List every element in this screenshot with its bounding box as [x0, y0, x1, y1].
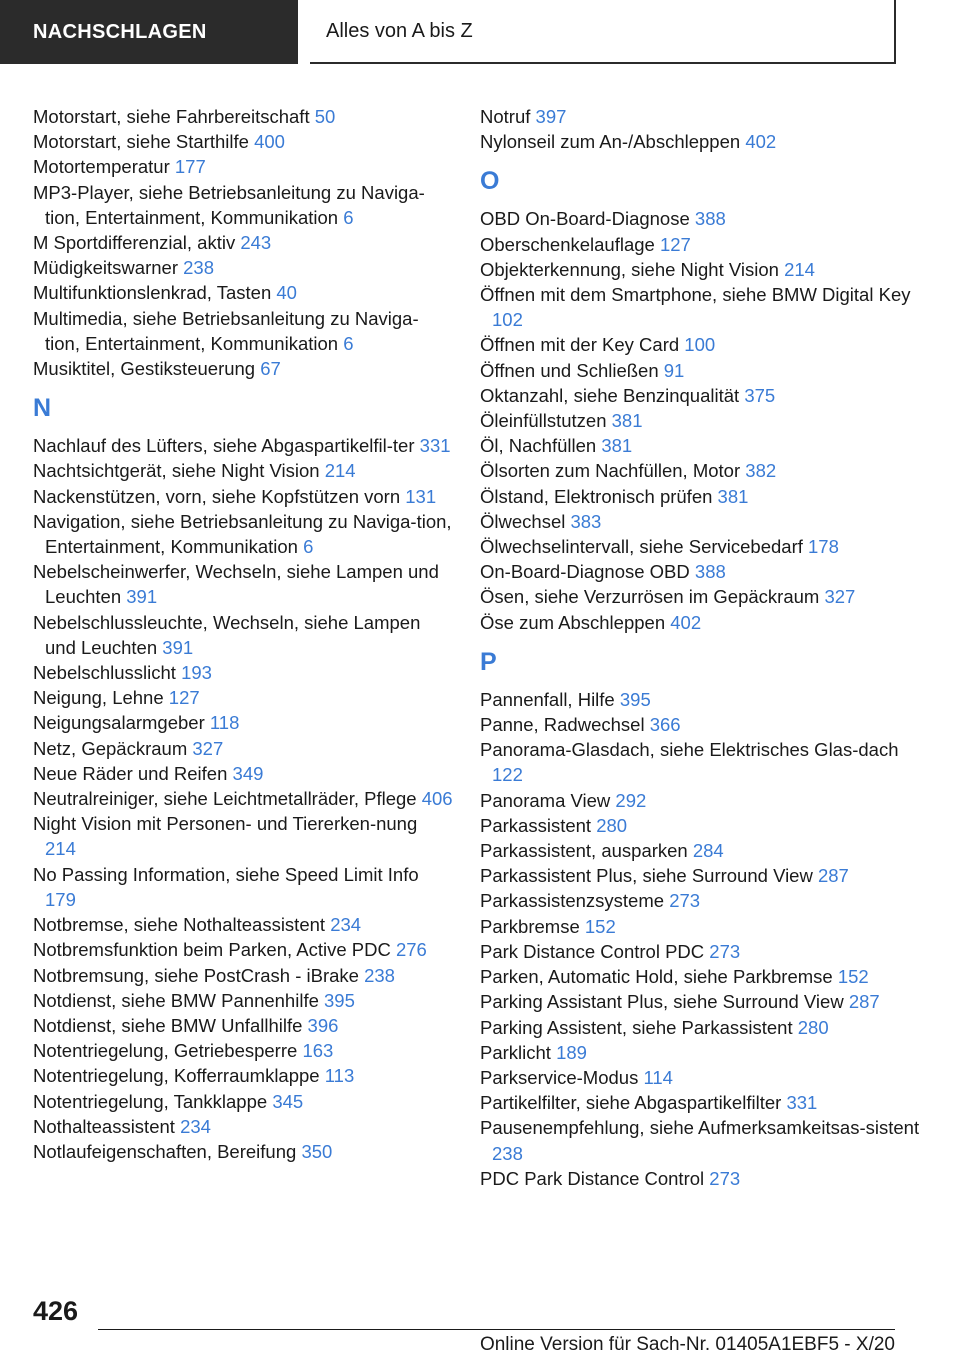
index-entry	[480, 863, 925, 888]
index-entry	[480, 534, 925, 559]
index-entry-text: Parklicht	[480, 1041, 551, 1063]
index-entry-text: Öffnen und Schließen	[480, 359, 659, 381]
page-reference-link[interactable]: 292	[615, 789, 647, 811]
page-number: 426	[33, 1296, 79, 1326]
index-entry-text: Öl, Nachfüllen	[480, 435, 597, 457]
index-entry	[33, 306, 453, 356]
section-title: NACHSCHLAGEN	[33, 20, 207, 43]
index-entry	[480, 1015, 925, 1040]
page-reference-link[interactable]: 122	[492, 764, 523, 786]
page-reference-link[interactable]: 402	[670, 611, 702, 633]
page-reference-link[interactable]: 327	[192, 737, 224, 759]
index-entry-text: Ölwechselintervall, siehe Servicebedarf	[480, 536, 803, 558]
index-entry	[33, 458, 453, 483]
index-entry	[480, 559, 925, 584]
page-reference-link[interactable]: 366	[649, 714, 681, 736]
index-entry-text: Nackenstützen, vorn, siehe Kopfstützen vorn	[33, 485, 401, 507]
index-entry-text: Müdigkeitswarner	[33, 257, 178, 279]
index-entry-text: Nebelschlussleuchte, Wechseln, siehe Lampen und Leuchten	[33, 611, 421, 658]
page-reference-link[interactable]: 234	[330, 914, 362, 936]
index-entry-text: Öleinfüllstutzen	[480, 410, 607, 432]
index-entry-text: Parkservice-Modus	[480, 1066, 639, 1088]
index-entry	[33, 988, 453, 1013]
index-entry-text: Panne, Radwechsel	[480, 714, 645, 736]
index-entry	[33, 660, 453, 685]
index-entry-text: Notentriegelung, Tankklappe	[33, 1090, 268, 1112]
index-entry	[480, 332, 925, 357]
index-entry-text: On-Board-Diagnose OBD	[480, 561, 690, 583]
index-entry	[480, 458, 925, 483]
page-reference-link[interactable]: 214	[45, 838, 76, 860]
page-reference-link[interactable]: 6	[303, 536, 314, 558]
index-entry-text: Ölsorten zum Nachfüllen, Motor	[480, 460, 741, 482]
index-entry	[480, 484, 925, 509]
index-entry-text: Parkassistent Plus, siehe Surround View	[480, 865, 813, 887]
index-entry	[33, 230, 453, 255]
index-entry	[480, 232, 925, 257]
index-entry	[33, 1139, 453, 1164]
index-entry	[480, 433, 925, 458]
page-reference-link[interactable]: 214	[324, 460, 356, 482]
index-entry	[33, 685, 453, 710]
index-entry-text: Ösen, siehe Verzurrösen im Gepäckraum	[480, 586, 820, 608]
index-entry-text: Panorama View	[480, 789, 611, 811]
index-entry	[480, 737, 925, 787]
index-entry-text: OBD On-Board-Diagnose	[480, 208, 690, 230]
page-reference-link[interactable]: 397	[535, 106, 567, 127]
index-entry-text: Partikelfilter, siehe Abgaspartikelfilter	[480, 1092, 782, 1114]
page-reference-link[interactable]: 273	[709, 940, 741, 962]
index-entry	[480, 788, 925, 813]
index-entry-text: Pausenempfehlung, siehe Aufmerksamkeitsas-sistent	[480, 1117, 920, 1139]
index-entry-text: Notbremse, siehe Nothalteassistent	[33, 914, 326, 936]
index-entry	[480, 610, 925, 635]
page-reference-link[interactable]: 350	[301, 1140, 333, 1162]
page-reference-link[interactable]: 331	[419, 435, 451, 457]
index-entry	[33, 736, 453, 761]
footer-divider	[98, 1329, 895, 1330]
index-entry-text: Parkbremse	[480, 915, 580, 937]
index-entry-text: Notruf	[480, 106, 531, 127]
page-reference-link[interactable]: 284	[692, 840, 724, 862]
index-entry	[480, 712, 925, 737]
page-reference-link[interactable]: 91	[663, 359, 685, 381]
index-entry	[33, 433, 453, 458]
page-reference-link[interactable]: 189	[556, 1041, 587, 1063]
index-entry	[33, 180, 453, 230]
page-reference-link[interactable]: 40	[276, 282, 297, 304]
index-column-left	[33, 104, 453, 1164]
page-reference-link[interactable]: 177	[174, 156, 206, 178]
page-reference-link[interactable]: 327	[824, 586, 856, 608]
chapter-header	[310, 0, 896, 64]
page-reference-link[interactable]: 234	[180, 1115, 211, 1137]
page-reference-link[interactable]: 67	[260, 358, 281, 380]
index-entry	[480, 1065, 925, 1090]
page-reference-link[interactable]: 238	[492, 1142, 523, 1164]
page-reference-link[interactable]: 238	[183, 257, 214, 279]
index-entry-text: Nebelscheinwerfer, Wechseln, siehe Lampen und Leuchten	[33, 561, 439, 608]
page-reference-link[interactable]: 381	[611, 410, 643, 432]
index-entry-text: Multimedia, siehe Betriebsanleitung zu Naviga-tion, Entertainment, Kommunikation	[33, 307, 419, 354]
index-entry	[33, 280, 453, 305]
page-reference-link[interactable]: 396	[307, 1014, 339, 1036]
index-entry	[480, 939, 925, 964]
index-entry-text: Musiktitel, Gestiksteuerung	[33, 358, 256, 380]
index-entry	[33, 761, 453, 786]
page-reference-link[interactable]: 6	[343, 332, 354, 354]
index-entry-text: Parking Assistant Plus, siehe Surround View	[480, 991, 844, 1013]
page-reference-link[interactable]: 345	[272, 1090, 304, 1112]
index-entry	[33, 1063, 453, 1088]
index-entry-text: Motorstart, siehe Starthilfe	[33, 131, 249, 153]
page-reference-link[interactable]: 179	[45, 888, 76, 910]
index-entry-text: Ölwechsel	[480, 510, 566, 532]
index-entry	[480, 1166, 925, 1191]
index-entry	[480, 1040, 925, 1065]
page-reference-link[interactable]: 273	[709, 1167, 741, 1189]
page-reference-link[interactable]: 152	[837, 966, 869, 988]
index-entry-text: Notlaufeigenschaften, Bereifung	[33, 1140, 297, 1162]
page-reference-link[interactable]: 280	[596, 814, 628, 836]
page-reference-link[interactable]: 193	[181, 662, 212, 684]
page-reference-link[interactable]: 388	[694, 208, 726, 230]
section-tab	[0, 0, 298, 64]
index-entry	[33, 129, 453, 154]
index-entry	[33, 154, 453, 179]
index-entry	[480, 838, 925, 863]
index-entry-text: Parkassistent	[480, 814, 592, 836]
index-entry	[33, 104, 453, 129]
index-entry	[480, 687, 925, 712]
page-reference-link[interactable]: 102	[492, 309, 523, 331]
index-entry	[33, 1038, 453, 1063]
index-entry	[33, 509, 453, 559]
index-entry-text: Oktanzahl, siehe Benzinqualität	[480, 384, 740, 406]
index-entry	[33, 255, 453, 280]
index-entry	[33, 1089, 453, 1114]
index-entry	[33, 484, 453, 509]
index-column-right	[480, 104, 925, 1191]
index-entry	[33, 610, 453, 660]
footer-text: Online Version für Sach-Nr. 01405A1EBF5 - X/20	[479, 1334, 895, 1355]
page-reference-link[interactable]: 243	[240, 232, 272, 254]
index-entry	[480, 206, 925, 231]
index-entry-text: Öffnen mit dem Smartphone, siehe BMW Digital Key	[480, 284, 911, 306]
page-reference-link[interactable]: 406	[421, 788, 453, 810]
index-entry-text: Navigation, siehe Betriebsanleitung zu Naviga-tion, Entertainment, Kommunikation	[33, 510, 452, 558]
index-entry-text: Parkassistenzsysteme	[480, 890, 665, 912]
index-entry	[480, 914, 925, 939]
page-reference-link[interactable]: 391	[162, 636, 194, 658]
index-entry	[33, 912, 453, 937]
page-reference-link[interactable]: 402	[745, 131, 777, 153]
index-entry-text: Objekterkennung, siehe Night Vision	[480, 258, 779, 280]
index-entry-text: Neutralreiniger, siehe Leichtmetallräder, Pflege	[33, 788, 417, 810]
page-reference-link[interactable]: 395	[324, 989, 355, 1011]
page-reference-link[interactable]: 331	[786, 1092, 818, 1114]
index-entry	[33, 786, 453, 811]
index-entry-text: Pannenfall, Hilfe	[480, 688, 615, 710]
chapter-title: Alles von A bis Z	[326, 19, 473, 42]
index-letter-heading: O	[480, 167, 500, 196]
page-reference-link[interactable]: 388	[694, 561, 726, 583]
page-reference-link[interactable]: 178	[808, 536, 839, 558]
index-entry-text: Nylonseil zum An-/Abschleppen	[480, 131, 741, 153]
index-entry	[480, 888, 925, 913]
index-entry-text: Öse zum Abschleppen	[480, 611, 666, 633]
page-reference-link[interactable]: 383	[570, 510, 602, 532]
index-entry	[480, 358, 925, 383]
page-reference-link[interactable]: 381	[717, 485, 749, 507]
index-entry	[33, 559, 453, 609]
index-entry	[33, 862, 453, 912]
page-reference-link[interactable]: 50	[314, 106, 336, 127]
index-entry	[480, 104, 925, 129]
index-entry-text: Nachtsichtgerät, siehe Night Vision	[33, 460, 320, 482]
index-entry-text: Ölstand, Elektronisch prüfen	[480, 485, 713, 507]
index-entry-text: Motortemperatur	[33, 156, 170, 178]
index-entry	[480, 257, 925, 282]
page-reference-link[interactable]: 131	[405, 485, 437, 507]
page-reference-link[interactable]: 280	[797, 1016, 829, 1038]
index-entry	[480, 383, 925, 408]
index-entry-text: MP3-Player, siehe Betriebsanleitung zu Naviga-tion, Entertainment, Kommunikation	[33, 181, 425, 228]
page-reference-link[interactable]: 152	[584, 915, 616, 937]
index-entry	[33, 1114, 453, 1139]
page-reference-link[interactable]: 214	[784, 258, 815, 280]
page-reference-link[interactable]: 382	[745, 460, 777, 482]
page-reference-link[interactable]: 391	[126, 586, 158, 608]
index-entry-text: Neigungsalarmgeber	[33, 712, 205, 734]
page-reference-link[interactable]: 100	[684, 334, 716, 356]
index-entry-text: Nothalteassistent	[33, 1115, 175, 1137]
index-entry-text: Multifunktionslenkrad, Tasten	[33, 282, 272, 304]
index-entry-text: Notbremsung, siehe PostCrash - iBrake	[33, 964, 359, 986]
index-entry	[480, 282, 925, 332]
index-entry-text: No Passing Information, siehe Speed Limit Info	[33, 863, 419, 885]
index-entry	[480, 989, 925, 1014]
index-entry-text: Nebelschlusslicht	[33, 662, 176, 684]
index-entry	[480, 964, 925, 989]
index-entry	[480, 584, 925, 609]
index-entry-text: M Sportdifferenzial, aktiv	[33, 232, 236, 254]
index-entry	[33, 963, 453, 988]
index-entry-text: Notbremsfunktion beim Parken, Active PDC	[33, 939, 391, 961]
index-letter-heading: P	[480, 647, 497, 676]
page-reference-link[interactable]: 400	[254, 131, 285, 153]
page-reference-link[interactable]: 375	[744, 384, 776, 406]
page-reference-link[interactable]: 395	[619, 688, 651, 710]
index-entry	[33, 356, 453, 381]
index-entry	[33, 811, 453, 861]
index-entry	[480, 509, 925, 534]
index-entry	[33, 1013, 453, 1038]
index-entry-text: Park Distance Control PDC	[480, 940, 705, 962]
page-reference-link[interactable]: 349	[232, 762, 264, 784]
page-reference-link[interactable]: 276	[395, 939, 427, 961]
index-entry-text: Netz, Gepäckraum	[33, 737, 188, 759]
page-reference-link[interactable]: 273	[669, 890, 701, 912]
index-entry-text: Parkassistent, ausparken	[480, 840, 688, 862]
index-entry-text: Neigung, Lehne	[33, 687, 164, 709]
index-entry	[480, 408, 925, 433]
index-entry-text: Öffnen mit der Key Card	[480, 334, 680, 356]
index-entry	[33, 937, 453, 962]
page-reference-link[interactable]: 163	[302, 1040, 334, 1062]
index-entry-text: Night Vision mit Personen- und Tiererken-nung	[33, 813, 418, 835]
index-entry-text: Notentriegelung, Getriebesperre	[33, 1040, 298, 1062]
index-entry	[480, 813, 925, 838]
index-entry-text: Parking Assistent, siehe Parkassistent	[480, 1016, 793, 1038]
index-entry-text: Panorama-Glasdach, siehe Elektrisches Glas-dach	[480, 739, 899, 761]
index-entry-text: Neue Räder und Reifen	[33, 762, 228, 784]
page-reference-link[interactable]: 127	[168, 687, 200, 709]
index-entry-text: Motorstart, siehe Fahrbereitschaft	[33, 106, 310, 127]
index-entry-text: Parken, Automatic Hold, siehe Parkbremse	[480, 966, 833, 988]
page-reference-link[interactable]: 287	[848, 991, 880, 1013]
index-entry	[480, 1115, 925, 1165]
page-reference-link[interactable]: 238	[364, 964, 395, 986]
index-entry-text: Notdienst, siehe BMW Unfallhilfe	[33, 1014, 303, 1036]
page-reference-link[interactable]: 118	[209, 712, 240, 734]
index-entry	[480, 1090, 925, 1115]
index-entry-text: Notdienst, siehe BMW Pannenhilfe	[33, 989, 319, 1011]
index-letter-heading: N	[33, 394, 52, 423]
index-entry	[33, 710, 453, 735]
page-reference-link[interactable]: 6	[343, 206, 354, 228]
index-entry-text: PDC Park Distance Control	[480, 1167, 705, 1189]
page-reference-link[interactable]: 287	[817, 865, 849, 887]
page-reference-link[interactable]: 114	[643, 1066, 673, 1088]
page-reference-link[interactable]: 127	[659, 233, 691, 255]
index-entry-text: Nachlauf des Lüfters, siehe Abgaspartikelfil-ter	[33, 435, 415, 457]
page-reference-link[interactable]: 381	[601, 435, 633, 457]
page-reference-link[interactable]: 113	[324, 1065, 355, 1087]
index-entry-text: Notentriegelung, Kofferraumklappe	[33, 1065, 320, 1087]
index-entry	[480, 129, 925, 154]
index-entry-text: Oberschenkelauflage	[480, 233, 655, 255]
